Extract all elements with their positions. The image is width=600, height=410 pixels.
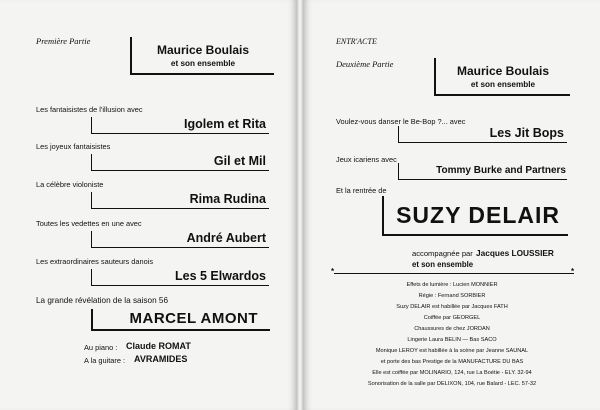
headliner-sub: et son ensemble (170, 59, 236, 68)
headliner-box (434, 58, 570, 96)
act-name: Tommy Burke and Partners (436, 165, 566, 176)
guitar-name: AVRAMIDES (134, 354, 188, 364)
credit-line: Suzy DELAIR est habillée par Jacques FATH (396, 304, 508, 310)
headliner-name: Maurice Boulais (456, 64, 550, 78)
piano-label: Au piano : (84, 343, 118, 352)
act-name: MARCEL AMONT (129, 310, 258, 327)
act-name: Rima Rudina (189, 192, 266, 206)
star-name: SUZY DELAIR (396, 202, 560, 228)
divider-rule (334, 273, 574, 274)
credit-line: Elle est coiffée par MOLINARIO, 124, rue La Boétie - ELY. 32-94 (372, 370, 532, 376)
act-name: Les 5 Elwardos (174, 269, 266, 283)
page-gutter (296, 0, 304, 410)
left-page (0, 0, 296, 410)
credit-line: Chaussures de chez JORDAN (414, 326, 490, 332)
return-intro: Et la rentrée de (336, 186, 387, 195)
credit-line: Monique LEROY est habillée à la scène par Jeanne SAUNAL (375, 348, 529, 354)
accompanist-sub: et son ensemble (412, 260, 474, 269)
right-page (304, 0, 600, 410)
entracte-label: ENTR'ACTE (336, 37, 377, 46)
part-title: Deuxième Partie (336, 59, 394, 69)
act-intro: Les fantaisistes de l'illusion avec (36, 105, 143, 114)
act-intro: Les extraordinaires sauteurs danois (36, 257, 154, 266)
credit-line: Régie : Fernand SORBIER (418, 293, 486, 299)
act-name: André Aubert (186, 231, 266, 245)
act-intro: La célèbre violoniste (36, 180, 104, 189)
act-intro: Voulez-vous danser le Be-Bop ?... avec (336, 117, 466, 126)
act-intro: La grande révélation de la saison 56 (36, 296, 169, 305)
headliner-box (130, 37, 274, 75)
act-intro: Toutes les vedettes en une avec (36, 219, 142, 228)
guitar-label: A la guitare : (84, 356, 126, 365)
act-name: Les Jit Bops (489, 126, 564, 140)
credit-line: Sonorisation de la salle par DELIXON, 104, rue Balard - LEC. 57-32 (367, 381, 537, 387)
star-ornament: * (571, 267, 575, 276)
part-title: Première Partie (36, 36, 91, 46)
accompanied-label: accompagnée par (412, 249, 473, 258)
piano-name: Claude ROMAT (126, 341, 191, 351)
act-intro: Les joyeux fantaisistes (36, 142, 111, 151)
credit-line: Effets de lumière : Lucien MONNIER (406, 282, 498, 288)
accompanist-name: Jacques LOUSSIER (476, 248, 554, 258)
act-name: Igolem et Rita (184, 117, 266, 131)
credit-line: Coiffée par GEORGEL (423, 315, 481, 321)
star-ornament: * (331, 267, 335, 276)
credit-line: Lingerie Laura BELIN — Bas SACO (407, 337, 497, 343)
act-name: Gil et Mil (213, 154, 266, 168)
act-intro: Jeux icariens avec (336, 155, 397, 164)
headliner-sub: et son ensemble (470, 80, 536, 89)
headliner-name: Maurice Boulais (156, 43, 250, 57)
credit-line: et porte des bas Prestige de la MANUFACTURE DU BAS (380, 359, 524, 365)
